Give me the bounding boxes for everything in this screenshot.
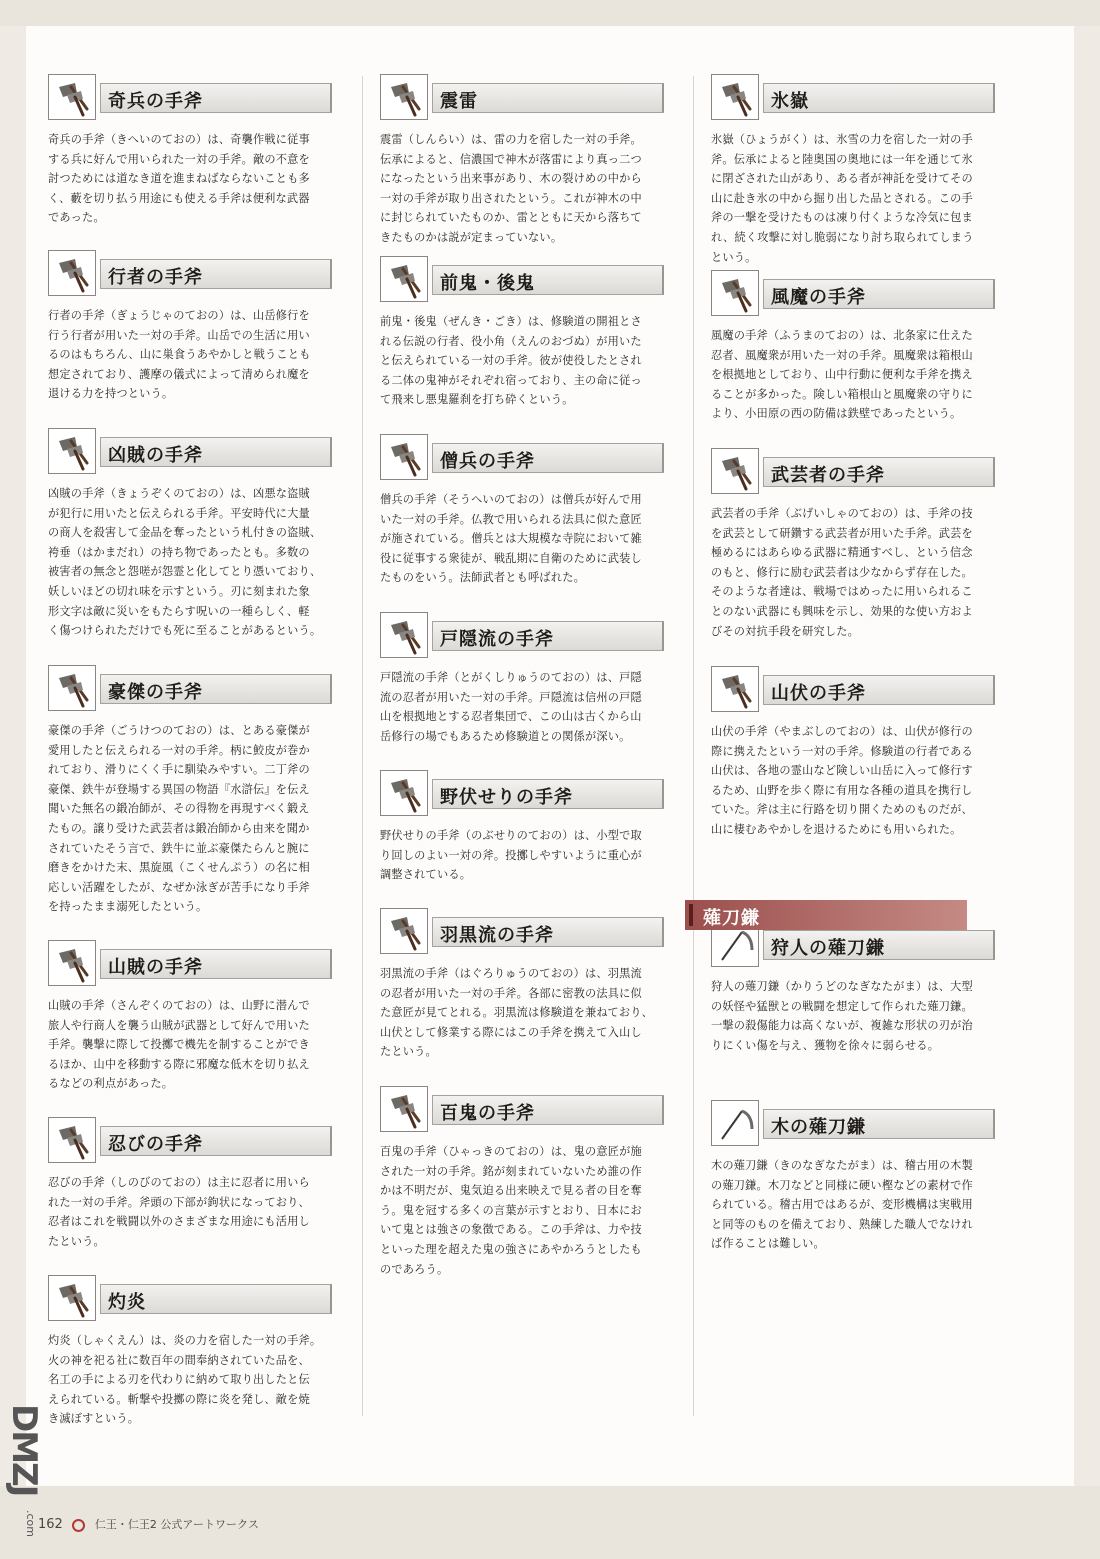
description-line: 調整されている。: [380, 868, 472, 882]
weapon-title: 山賊の手斧: [108, 957, 203, 978]
weapon-title: 木の薙刀鎌: [771, 1117, 866, 1138]
description-line: 風魔の手斧（ふうまのておの）は、北条家に仕えた: [711, 329, 973, 342]
description-line: たという。: [48, 1234, 105, 1248]
description-line: 山伏の手斧（やまぶしのておの）は、山伏が修行の: [711, 725, 973, 738]
weapon-title-bar: [763, 930, 995, 960]
paper-top-margin: [0, 0, 1100, 26]
weapon-title-bar: [100, 674, 332, 704]
description-line: 山に棲むあやかしを退けるためにも用いられた。: [711, 822, 962, 836]
weapon-description: [711, 1156, 995, 1254]
axe-pair-icon: [380, 770, 428, 816]
page-footer: [38, 1516, 259, 1532]
weapon-description: [380, 490, 664, 588]
description-line: 奇兵の手斧（きへいのておの）は、奇襲作戦に従事: [48, 133, 310, 146]
weapon-title-bar: [432, 621, 664, 651]
section-marker: [689, 904, 693, 926]
weapon-entry: [380, 908, 670, 1062]
axe-pair-icon: [380, 256, 428, 302]
weapon-description: [380, 964, 664, 1062]
description-line: 野伏せりの手斧（のぶせりのておの）は、小型で取: [380, 829, 642, 842]
weapon-entry-header: [380, 770, 670, 816]
weapon-title: 奇兵の手斧: [108, 91, 203, 112]
description-line: 退ける力を持つという。: [48, 387, 174, 401]
description-line: き滅ぼすという。: [48, 1412, 140, 1426]
description-line: るほか、山中を移動する際に邪魔な低木を切り払え: [48, 1057, 310, 1071]
weapon-entry: [48, 1117, 338, 1251]
weapon-entry: [380, 612, 670, 746]
description-line: いた一対の手斧。仏教で用いられる法具に似た意匠: [380, 512, 642, 526]
description-line: 忍者、風魔衆が用いた一対の手斧。風魔衆は箱根山: [711, 348, 973, 362]
description-line: たものをいう。法師武者とも呼ばれた。: [380, 571, 585, 585]
weapon-entry-header: [380, 908, 670, 954]
weapon-entry: [48, 665, 338, 917]
weapon-title: 戸隠流の手斧: [440, 629, 554, 650]
description-line: 極めるにはあらゆる武器に精通すべし、という信念: [711, 546, 973, 560]
description-line: された一対の手斧。銘が刻まれていないため誰の作: [380, 1164, 642, 1178]
description-line: 山に赴き氷の中から掘り出した品とされる。この手: [711, 191, 973, 205]
description-line: 被害者の無念と怨嗟が怨霊と化してとり憑いており、: [48, 565, 322, 579]
description-line: ば作ることは難しい。: [711, 1237, 825, 1251]
description-line: と伝えられている一対の手斧。彼が使役したとされ: [380, 354, 642, 368]
weapon-title: 狩人の薙刀鎌: [771, 938, 885, 959]
weapon-entry-header: [48, 940, 338, 986]
description-line: 百鬼の手斧（ひゃっきのておの）は、鬼の意匠が施: [380, 1145, 642, 1158]
weapon-title-bar: [432, 779, 664, 809]
description-line: かは不明だが、鬼気迫る出来映えで見る者の目を奪: [380, 1184, 642, 1198]
description-line: 聞いた無名の鍛冶師が、その得物を再現すべく鍛え: [48, 802, 310, 816]
axe-pair-icon: [380, 1086, 428, 1132]
weapon-description: [711, 326, 995, 424]
section-title: 薙刀鎌: [703, 908, 760, 929]
axe-pair-icon: [380, 908, 428, 954]
weapon-title-bar: [100, 437, 332, 467]
description-line: るのはもちろん、山に巣食うあやかしと戦うことも: [48, 348, 311, 362]
description-line: が施されている。僧兵とは大規模な寺院において雑: [380, 532, 642, 546]
weapon-entry: [380, 1086, 670, 1279]
weapon-title-bar: [432, 265, 664, 295]
weapon-entry-header: [711, 448, 1001, 494]
axe-pair-icon: [48, 940, 96, 986]
description-line: されていたそう言で、鉄牛に並ぶ豪傑たらんと腕に: [48, 841, 310, 855]
weapon-title: 灼炎: [108, 1292, 146, 1313]
weapon-entry-header: [380, 256, 670, 302]
description-line: れ、続く攻撃に対し脆弱になり討ち取られてしまう: [711, 230, 974, 244]
axe-pair-icon: [711, 666, 759, 712]
watermark: [4, 1398, 44, 1548]
description-line: と同等のものを備えており、熟練した職人でなけれ: [711, 1217, 973, 1231]
description-line: く、藪を切り払う用途にも使える手斧は便利な武器: [48, 191, 310, 205]
weapon-entry: [380, 256, 670, 410]
weapon-entry-header: [380, 612, 670, 658]
weapon-title-bar: [763, 279, 995, 309]
description-line: 豪傑、鉄牛が登場する異国の物語『水滸伝』を伝え: [48, 782, 310, 796]
description-line: 形文字は敵に災いをもたらす呪いの一種らしく、軽: [48, 604, 310, 618]
description-line: する兵に好んで用いられた一対の手斧。敵の不意を: [48, 152, 310, 166]
weapon-entry: [48, 250, 338, 404]
weapon-title-bar: [763, 457, 995, 487]
weapon-description: [48, 721, 332, 917]
axe-pair-icon: [48, 428, 96, 474]
description-line: 斧。伝承によると陸奥国の奥地には一年を通じて氷: [711, 152, 973, 166]
description-line: えられている。斬撃や投擲の際に炎を発し、敵を焼: [48, 1392, 310, 1406]
weapon-entry-header: [380, 434, 670, 480]
description-line: 山伏として修業する際にはこの手斧を携えて入山し: [380, 1025, 642, 1039]
description-line: りにくい傷を与え、獲物を徐々に弱らせる。: [711, 1038, 940, 1052]
description-line: 討つためには道なき道を進まねばならないことも多: [48, 172, 310, 186]
weapon-title: 忍びの手斧: [108, 1134, 203, 1155]
axe-pair-icon: [380, 612, 428, 658]
book-title: 仁王・仁王2 公式アートワークス: [94, 1518, 259, 1531]
weapon-entry-header: [711, 666, 1001, 712]
weapon-description: [380, 312, 664, 410]
weapon-entry: [711, 448, 1001, 641]
weapon-title-bar: [763, 1109, 995, 1139]
weapon-description: [48, 130, 332, 228]
description-line: れる伝説の行者、役小角（えんのおづぬ）が用いた: [380, 334, 642, 348]
description-line: 名工の手による刃を代わりに納めて取り出したと伝: [48, 1373, 310, 1387]
weapon-title: 前鬼・後鬼: [440, 273, 535, 294]
weapon-title-bar: [100, 949, 332, 979]
description-line: いて鬼とは強さの象徴である。この手斧は、力や技: [380, 1223, 642, 1237]
description-line: 役に従事する衆徒が、戦乱期に自衛のために武装し: [380, 551, 642, 565]
weapon-description: [380, 1142, 664, 1279]
weapon-title: 羽黒流の手斧: [440, 925, 554, 946]
weapon-title-bar: [100, 83, 332, 113]
description-line: の忍者が用いた一対の手斧。各部に密教の法具に似: [380, 986, 642, 1000]
weapon-title-bar: [432, 443, 664, 473]
description-line: であった。: [48, 211, 105, 225]
weapon-title: 山伏の手斧: [771, 683, 866, 704]
weapon-entry-header: [380, 74, 670, 120]
weapon-entry-header: [48, 250, 338, 296]
description-line: 斧の一撃を受けたものは凍り付くような冷気に包ま: [711, 211, 973, 225]
weapon-title-bar: [100, 259, 332, 289]
description-line: たもの。譲り受けた武芸者は鍛冶師から由来を聞か: [48, 821, 310, 835]
description-line: た意匠が見てとれる。羽黒流は修験道を兼ねており、: [380, 1006, 654, 1020]
axe-pair-icon: [48, 250, 96, 296]
description-line: 武芸者の手斧（ぶげいしゃのておの）は、手斧の技: [711, 507, 973, 520]
description-line: の薙刀鎌。木刀などと同様に硬い樫などの素材で作: [711, 1178, 973, 1192]
weapon-entry: [711, 270, 1001, 424]
weapon-title-bar: [432, 1095, 664, 1125]
description-line: 旅人や行商人を襲う山賊が武器として好んで用いた: [48, 1018, 310, 1032]
description-line: 山賊の手斧（さんぞくのておの）は、山野に潜んで: [48, 999, 310, 1012]
description-line: 行う行者が用いた一対の手斧。山岳での生活に用い: [48, 328, 310, 342]
weapon-entry-header: [380, 1086, 670, 1132]
description-line: を持ったまま溺死したという。: [48, 900, 208, 914]
weapon-description: [48, 306, 332, 404]
weapon-entry: [48, 74, 338, 228]
weapon-title-bar: [432, 83, 664, 113]
weapon-title: 豪傑の手斧: [108, 682, 203, 703]
description-line: 火の神を祀る社に数百年の間奉納されていた品を、: [48, 1353, 310, 1367]
description-line: る二体の鬼神がそれぞれ宿っており、主の命に従っ: [380, 373, 642, 387]
description-line: 手斧。襲撃に際して投擲で機先を制することができ: [48, 1038, 310, 1052]
description-line: が犯行に用いたと伝えられる手斧。平安時代に大量: [48, 506, 310, 520]
description-line: るため、山野を歩く際に有用な各種の道具を携行し: [711, 783, 973, 797]
description-line: り回しのよい一対の斧。投擲しやすいように重心が: [380, 848, 642, 862]
weapon-entry: [711, 666, 1001, 840]
weapon-title-bar: [100, 1284, 332, 1314]
description-line: 山伏は、各地の霊山など険しい山岳に入って修行す: [711, 764, 973, 778]
description-line: 狩人の薙刀鎌（かりうどのなぎなたがま）は、大型: [711, 980, 973, 993]
description-line: 震雷（しんらい）は、雷の力を宿した一対の手斧。: [380, 133, 642, 146]
description-line: 忍者はこれを戦闘以外のさまざまな用途にも活用し: [48, 1215, 310, 1229]
description-line: う。鬼を冠する多くの言葉が示すとおり、日本にお: [380, 1203, 642, 1217]
weapon-description: [48, 484, 332, 641]
weapon-entry-header: [48, 1117, 338, 1163]
weapon-description: [711, 977, 995, 1055]
weapon-description: [48, 1173, 332, 1251]
description-line: れており、滑りにくく手に馴染みやすい。二丁斧の: [48, 763, 310, 777]
description-line: 羽黒流の手斧（はぐろりゅうのておの）は、羽黒流: [380, 967, 642, 980]
watermark-domain: .com: [24, 1510, 37, 1537]
description-line: 行者の手斧（ぎょうじゃのておの）は、山岳修行を: [48, 309, 310, 322]
weapon-description: [380, 668, 664, 746]
description-line: より、小田原の西の防備は鉄壁であったという。: [711, 407, 962, 421]
axe-pair-icon: [48, 665, 96, 711]
weapon-title: 百鬼の手斧: [440, 1103, 535, 1124]
description-line: に閉ざされた山があり、ある者が神託を受けてその: [711, 172, 973, 186]
description-line: になったという出来事があり、木の裂けめの中から: [380, 172, 642, 186]
weapon-title: 行者の手斧: [108, 267, 203, 288]
weapon-entry: [48, 1275, 338, 1429]
weapon-title: 野伏せりの手斧: [440, 787, 573, 808]
weapon-entry-header: [711, 270, 1001, 316]
description-line: 岳修行の場でもあるため修験道との関係が深い。: [380, 729, 631, 743]
description-line: 妖しいほどの切れ味を示すという。刃に刻まれた象: [48, 584, 310, 598]
weapon-entry: [48, 940, 338, 1094]
description-line: られている。稽古用ではあるが、変形機構は実戦用: [711, 1198, 973, 1212]
description-line: の商人を殺害して金品を奪ったという札付きの盗賊、: [48, 526, 322, 540]
weapon-entry-header: [48, 1275, 338, 1321]
column-divider: [693, 76, 694, 1416]
weapon-entry-header: [48, 428, 338, 474]
weapon-description: [711, 130, 995, 267]
axe-pair-icon: [711, 448, 759, 494]
weapon-description: [380, 826, 664, 885]
description-line: といった理を超えた鬼の強さにあやかろうとしたも: [380, 1242, 642, 1256]
weapon-entry: [380, 434, 670, 588]
description-line: ることが多かった。険しい箱根山と風魔衆の守りに: [711, 387, 973, 401]
description-line: 一撃の殺傷能力は高くないが、複雑な形状の刃が治: [711, 1019, 973, 1033]
description-line: 山を根拠地とする忍者集団で、この山は古くから山: [380, 710, 642, 724]
weapon-title: 武芸者の手斧: [771, 465, 885, 486]
description-line: 想定されており、護摩の儀式によって清められ魔を: [48, 367, 310, 381]
weapon-title-bar: [100, 1126, 332, 1156]
weapon-title: 氷嶽: [771, 91, 809, 112]
weapon-entry-header: [711, 74, 1001, 120]
description-line: たという。: [380, 1045, 437, 1059]
weapon-entry-header: [48, 74, 338, 120]
description-line: るなどの利点があった。: [48, 1077, 174, 1091]
weapon-title-bar: [432, 917, 664, 947]
axe-pair-icon: [380, 434, 428, 480]
description-line: 僧兵の手斧（そうへいのておの）は僧兵が好んで用: [380, 493, 642, 506]
description-line: 袴垂（はかまだれ）の持ち物であったとも。多数の: [48, 545, 310, 559]
footer-emblem-icon: [72, 1519, 85, 1532]
description-line: を武芸として研鑽する武芸者が用いた手斧。武芸を: [711, 526, 973, 540]
description-line: く傷つけられただけでも死に至ることがあるという。: [48, 624, 322, 638]
weapon-entry: [48, 428, 338, 641]
description-line: 忍びの手斧（しのびのておの）は主に忍者に用いら: [48, 1176, 310, 1189]
weapon-description: [48, 996, 332, 1094]
description-line: 伝承によると、信濃国で神木が落雷により真っ二つ: [380, 152, 642, 166]
description-line: ていた。斧は主に行路を切り開くためのものだが、: [711, 803, 973, 817]
description-line: 豪傑の手斧（ごうけつのておの）は、とある豪傑が: [48, 724, 310, 737]
axe-pair-icon: [711, 74, 759, 120]
description-line: 際に携えたという一対の手斧。修験道の行者である: [711, 744, 973, 758]
weapon-description: [380, 130, 664, 248]
description-line: 戸隠流の手斧（とがくしりゅうのておの）は、戸隠: [380, 671, 642, 684]
page-sheet: [26, 26, 1074, 1486]
weapon-title: 僧兵の手斧: [440, 451, 535, 472]
description-line: のであろう。: [380, 1262, 449, 1276]
weapon-entry-header: [711, 1100, 1001, 1146]
description-line: きたものかは説が定まっていない。: [380, 230, 563, 244]
description-line: 応しい活躍をしたが、なぜか泳ぎが苦手になり手斧: [48, 880, 310, 894]
description-line: という。: [711, 250, 757, 264]
description-line: そのような者達は、戦場ではめったに用いられるこ: [711, 585, 973, 599]
axe-pair-icon: [380, 74, 428, 120]
weapon-title: 風魔の手斧: [771, 287, 866, 308]
weapon-title-bar: [763, 675, 995, 705]
axe-pair-icon: [48, 1117, 96, 1163]
description-line: 前鬼・後鬼（ぜんき・ごき）は、修験道の開祖とさ: [380, 315, 642, 328]
weapon-entry: [380, 770, 670, 885]
axe-pair-icon: [48, 74, 96, 120]
description-line: びその対抗手段を研究した。: [711, 624, 860, 638]
description-line: 凶賊の手斧（きょうぞくのておの）は、凶悪な盗賊: [48, 487, 310, 500]
description-line: 木の薙刀鎌（きのなぎなたがま）は、稽古用の木製: [711, 1159, 973, 1172]
weapon-entry: [711, 1100, 1001, 1254]
section-header-naginatagama: [685, 900, 967, 930]
weapon-description: [48, 1331, 332, 1429]
description-line: のもと、修行に励む武芸者は少なからず存在した。: [711, 565, 973, 579]
column-divider: [362, 76, 363, 1416]
weapon-entry: [380, 74, 670, 248]
description-line: 流の忍者が用いた一対の手斧。戸隠流は信州の戸隠: [380, 690, 642, 704]
description-line: て飛来し悪鬼羅刹を打ち砕くという。: [380, 393, 574, 407]
description-line: 一対の手斧が取り出されたという。これが神木の中: [380, 191, 642, 205]
weapon-title: 凶賊の手斧: [108, 445, 203, 466]
description-line: の妖怪や猛獣との戦闘を想定して作られた薙刀鎌。: [711, 999, 973, 1013]
weapon-entry: [711, 74, 1001, 267]
axe-pair-icon: [48, 1275, 96, 1321]
description-line: を根拠地としており、山中行動に便利な手斧を携え: [711, 368, 973, 382]
watermark-logo: DMZJ: [4, 1404, 44, 1496]
description-line: 灼炎（しゃくえん）は、炎の力を宿した一対の手斧。: [48, 1334, 322, 1347]
description-line: に封じられていたものか、雷とともに天から落ちて: [380, 211, 642, 225]
kusarigama-icon: [711, 1100, 759, 1146]
page-number: 162: [38, 1517, 63, 1532]
description-line: 愛用したと伝えられる一対の手斧。柄に鮫皮が巻か: [48, 743, 310, 757]
description-line: 氷嶽（ひょうがく）は、氷雪の力を宿した一対の手: [711, 133, 973, 146]
weapon-description: [711, 504, 995, 641]
weapon-title: 震雷: [440, 91, 478, 112]
description-line: とのない武器にも興味を示し、効果的な使い方およ: [711, 604, 973, 618]
weapon-entry-header: [48, 665, 338, 711]
weapon-title-bar: [763, 83, 995, 113]
description-line: 磨きをかけた末、黒旋風（こくせんぷう）の名に相: [48, 861, 310, 875]
weapon-description: [711, 722, 995, 840]
description-line: れた一対の手斧。斧頭の下部が鉤状になっており、: [48, 1195, 310, 1209]
weapon-entry: [711, 921, 1001, 1055]
axe-pair-icon: [711, 270, 759, 316]
